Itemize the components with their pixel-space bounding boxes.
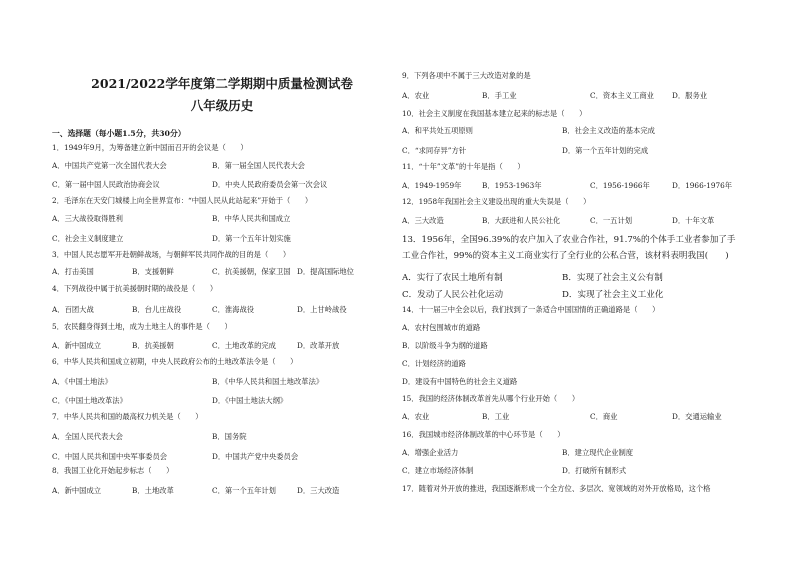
answer-option: C．1956-1966年 [590,181,650,190]
option-row [52,486,392,498]
question-text: 13．1956年，全国96.39%的农户加入了农业合作社，91.7%的个体手工业者参加了手 [402,235,736,245]
answer-option: C．抗美援朝，保家卫国 [212,267,291,276]
answer-option: A．和平共处五项原则 [402,126,473,135]
answer-option: D．十年文革 [672,216,715,225]
option-row [52,341,392,353]
answer-option: A．三大改造 [402,216,444,225]
answer-option: A．三大战役取得胜利 [52,214,123,223]
question-text: 8．我国工业化开始起步标志（ ） [52,466,174,475]
answer-option: B．以阶级斗争为纲的道路 [402,341,488,350]
option-row [52,161,392,173]
option-row [52,377,392,389]
answer-option: C．一五计划 [590,216,633,225]
answer-option: C．《中国土地改革法》 [52,396,127,405]
question-text: 2．毛泽东在天安门城楼上向全世界宣布：“中国人民从此站起来”开始于（ ） [52,196,313,205]
answer-option: D．打破所有制形式 [562,466,627,475]
answer-option: D．中央人民政府委员会第一次会议 [212,180,328,189]
option-row [52,452,392,464]
answer-option: D．服务业 [672,91,708,100]
question-text: 10．社会主义制度在我国基本建立起来的标志是（ ） [402,109,587,118]
option-row [52,432,392,444]
question-text: 7．中华人民共和国的最高权力机关是（ ） [52,412,203,421]
option-row [402,323,784,335]
answer-option: D．第一个五年计划实施 [212,234,291,243]
answer-option: C．社会主义制度建立 [52,234,124,243]
option-row [402,377,784,389]
question-text: 9．下列各项中不属于三大改造对象的是 [402,71,531,80]
answer-option: B．工业 [482,412,510,421]
answer-option: D．1966-1976年 [672,181,733,190]
answer-option: B．抗美援朝 [132,341,174,350]
option-row [52,267,392,279]
answer-option: B．1953-1963年 [482,181,542,190]
question-text: 11．“十年”文革”的十年是指（ ） [402,162,525,171]
answer-option: A．农村包围城市的道路 [402,323,481,332]
option-row [52,305,392,317]
answer-option: D．第一个五年计划的完成 [562,146,649,155]
option-row [402,181,784,193]
answer-option: D．提高国际地位 [297,267,354,276]
answer-option: B．建立现代企业制度 [562,448,634,457]
option-row [402,341,784,353]
answer-option: B．社会主义改造的基本完成 [562,126,655,135]
answer-option: A．实行了农民土地所有制 [402,273,503,283]
option-row [402,466,784,478]
option-row [402,412,784,424]
answer-option: B．土地改革 [132,486,174,495]
option-row [402,146,784,158]
answer-option: C．发动了人民公社化运动 [402,290,504,300]
answer-option: A．1949-1959年 [402,181,462,190]
option-row [52,214,392,226]
answer-option: C．第一个五年计划 [212,486,276,495]
exam-subtitle: 八年级历史 [190,98,254,113]
question-text: 12．1958年我国社会主义建设出现的重大失误是（ ） [402,197,591,206]
option-row [52,396,392,408]
answer-option: D．交通运输业 [672,412,722,421]
answer-option: B．支援朝鲜 [132,267,174,276]
answer-option: C．“求同存异”方针 [402,146,467,155]
question-text: 15．我国的经济体制改革首先从哪个行业开始（ ） [402,394,580,403]
question-text: 6．中华人民共和国成立初期，中央人民政府公布的土地改革法令是（ ） [52,357,298,366]
option-row [402,272,784,284]
answer-option: A．打击美国 [52,267,94,276]
question-text: 14．十一届三中全会以后，我们找到了一条适合中国国情的正确道路是（ ） [402,305,660,314]
answer-option: B．《中华人民共和国土地改革法》 [212,377,324,386]
answer-option: D．实现了社会主义工业化 [562,290,664,300]
section-heading: 一、选择题（每小题1.5分，共30分） [52,129,186,138]
answer-option: C．商业 [590,412,618,421]
answer-option: A．《中国土地法》 [52,377,112,386]
question-text: 1．1949年9月，为筹备建立新中国而召开的会议是（ ） [52,143,248,152]
option-row [402,359,784,371]
option-row [402,216,784,228]
answer-option: A．新中国成立 [52,341,102,350]
answer-option: C．第一届中国人民政治协商会议 [52,180,160,189]
question-text: 17．随着对外开放的推进，我国逐渐形成一个全方位、多层次、宽领域的对外开放格局，这个格 [402,484,711,493]
question-text-cont: 工业合作社，99%的资本主义工商业实行了全行业的公私合营，该材料表明我国( ) [402,251,729,261]
answer-option: A．百团大战 [52,305,94,314]
answer-option: A．新中国成立 [52,486,102,495]
option-row [52,180,392,192]
answer-option: C．计划经济的道路 [402,359,466,368]
answer-option: C．中国人民共和国中央军事委员会 [52,452,168,461]
question-text: 5．农民翻身得到土地，成为土地主人的事件是（ ） [52,322,232,331]
option-row [402,91,784,103]
question-text: 16．我国城市经济体制改革的中心环节是（ ） [402,430,565,439]
answer-option: D．改革开放 [297,341,340,350]
answer-option: A．中国共产党第一次全国代表大会 [52,161,167,170]
answer-option: A．农业 [402,91,430,100]
answer-option: C．建立市场经济体制 [402,466,474,475]
answer-option: D．三大改造 [297,486,340,495]
exam-title: 2021/2022学年度第二学期期中质量检测试卷 [91,76,353,91]
answer-option: C．淮海战役 [212,305,255,314]
answer-option: B．大跃进和人民公社化 [482,216,561,225]
answer-option: C．土地改革的完成 [212,341,276,350]
answer-option: D．建设有中国特色的社会主义道路 [402,377,518,386]
answer-option: D．上甘岭战役 [297,305,347,314]
option-row [402,289,784,301]
answer-option: A．全国人民代表大会 [52,432,123,441]
option-row [402,126,784,138]
answer-option: B．中华人民共和国成立 [212,214,291,223]
answer-option: B．第一届全国人民代表大会 [212,161,305,170]
option-row [402,448,784,460]
answer-option: B．手工业 [482,91,517,100]
answer-option: D．中国共产党中央委员会 [212,452,299,461]
option-row [52,234,392,246]
answer-option: A．农业 [402,412,430,421]
answer-option: A．增强企业活力 [402,448,459,457]
question-text: 4．下列战役中属于抗美援朝时期的战役是（ ） [52,284,218,293]
question-text: 3．中国人民志愿军开赴朝鲜战场，与朝鲜军民共同作战的目的是（ ） [52,250,291,259]
answer-option: B．台儿庄战役 [132,305,182,314]
answer-option: B．国务院 [212,432,247,441]
answer-option: D．《中国土地法大纲》 [212,396,288,405]
answer-option: B．实现了社会主义公有制 [562,273,663,283]
answer-option: C．资本主义工商业 [590,91,654,100]
